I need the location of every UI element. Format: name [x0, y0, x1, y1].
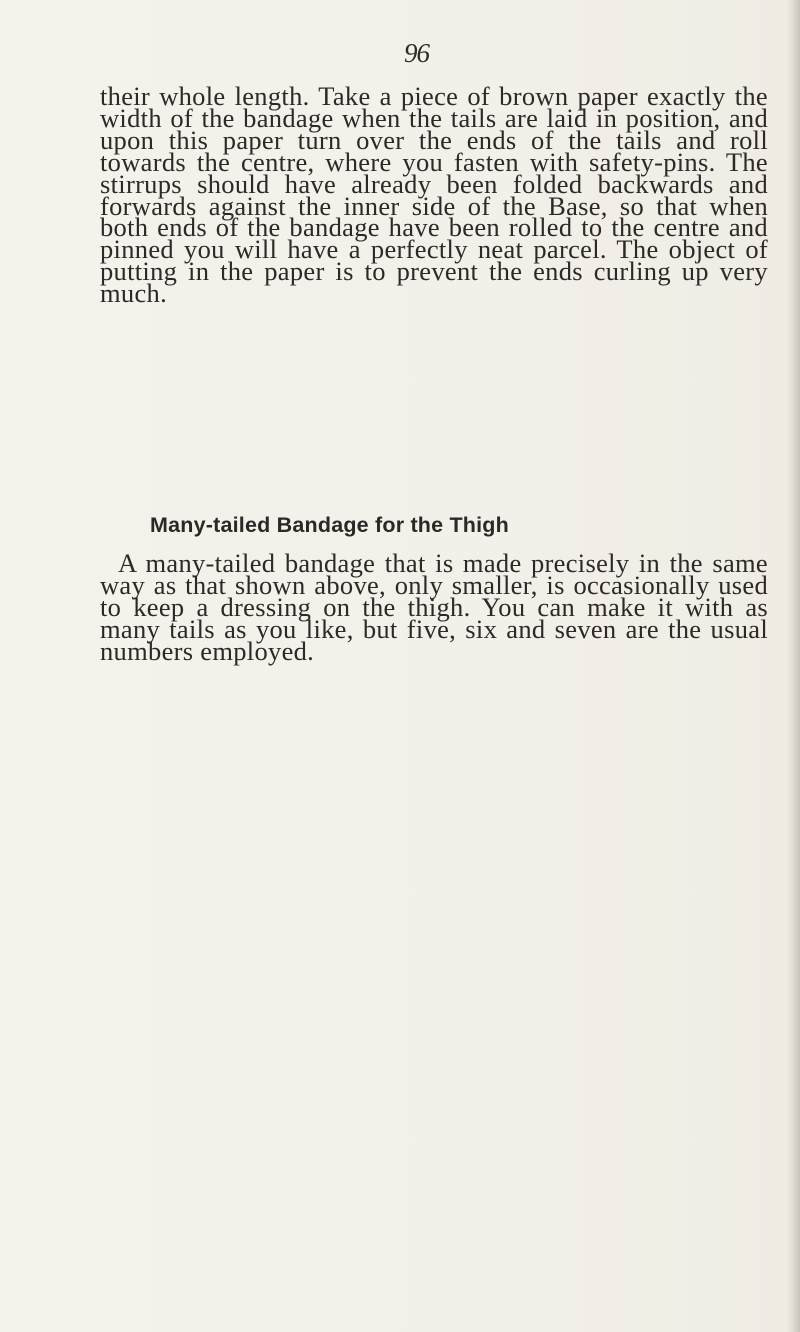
page-edge-shadow: [786, 0, 800, 1332]
body-paragraph: their whole length. Take a piece of brown paper exactly the width of the bandage when the tails are laid in position, and upon this paper turn over the ends of the tails and roll towards the centre, where you fasten with safety-pins. The stirrups should have already been folded backwards and forwards against the inner side of the Base, so that when both ends of the bandage have been rolled to the centre and pinned you will have a perfectly neat parcel. The object of putting in the paper is to prevent the ends curling up very much.: [100, 81, 768, 309]
section-heading: Many-tailed Bandage for the Thigh: [150, 513, 509, 537]
page-number: 96: [404, 38, 429, 68]
body-paragraph: A many-tailed bandage that is made precisely in the same way as that shown above, only smaller, is occasionally used to keep a dressing on the thigh. You can make it with as many tails as you like, but five, six and seven are the usual numbers employed.: [100, 548, 768, 666]
